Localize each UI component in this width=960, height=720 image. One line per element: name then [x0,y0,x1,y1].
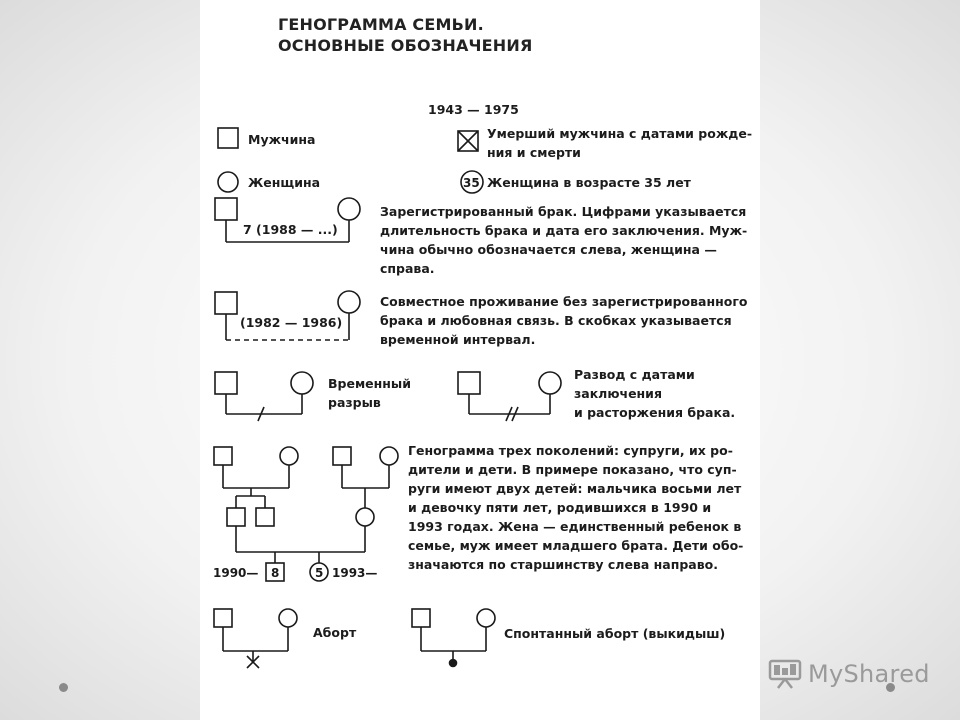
separation-line: Временный [328,376,411,391]
cohabitation-line: временной интервал. [380,332,536,347]
age-35-label: 35 [463,176,480,190]
generations-line: руги имеют двух детей: мальчика восьми лет [408,481,742,496]
son-year-label: 1990— [213,566,259,580]
generations-line: дители и дети. В примере показано, что суп- [408,462,737,477]
deceased-description [487,124,752,162]
marriage-line: длительность брака и дата его заключения. Муж- [380,223,748,238]
separation-description [328,374,411,412]
three-generations-diagram [213,447,398,581]
divorce-description [574,365,735,422]
cohabitation-description [380,292,747,349]
miscarriage-label: Спонтанный аборт (выкидыш) [504,626,726,641]
separation-diagram [215,372,313,421]
generations-description [408,441,743,574]
marriage-description [380,202,747,278]
deceased-line-2: ния и смерти [487,145,581,160]
title-line-1: ГЕНОГРАММА СЕМЬИ. [278,15,484,34]
woman-age-description: Женщина в возрасте 35 лет [487,175,691,190]
title-line-2: ОСНОВНЫЕ ОБОЗНАЧЕНИЯ [278,36,533,55]
miscarriage-diagram [412,609,495,667]
divorce-line: и расторжения брака. [574,405,736,420]
marriage-line: чина обычно обозначается слева, женщина — [380,242,717,257]
projector-screen-icon [768,659,802,689]
abortion-label: Аборт [313,625,357,640]
cohabitation-label: (1982 — 1986) [240,315,343,330]
daughter-year-label: 1993— [332,566,378,580]
generations-line: значаются по старшинству слева направо. [408,557,718,572]
generations-line: 1993 годах. Жена — единственный ребенок в [408,519,742,534]
divorce-line: Развод с датами [574,367,695,382]
slide-bullet-left [59,683,68,692]
son-age-label: 8 [271,566,280,580]
female-symbol [218,172,238,192]
marriage-line: Зарегистрированный брак. Цифрами указывается [380,204,747,219]
marriage-line: справа. [380,261,435,276]
deceased-male-symbol [458,131,478,151]
male-label: Мужчина [248,132,316,147]
divorce-diagram [458,372,561,421]
cohabitation-line: брака и любовная связь. В скобках указывается [380,313,732,328]
generations-line: Генограмма трех поколений: супруги, их ро- [408,443,733,458]
generations-line: семье, муж имеет младшего брата. Дети обо- [408,538,744,553]
myshared-logo [768,656,930,692]
daughter-age-label: 5 [315,566,324,580]
deceased-line-1: Умерший мужчина с датами рожде- [487,126,753,141]
divorce-line: заключения [574,386,662,401]
cohabitation-line: Совместное проживание без зарегистрированного [380,294,748,309]
scanned-page [200,0,760,720]
separation-line: разрыв [328,395,381,410]
female-label: Женщина [248,175,321,190]
abortion-diagram [214,609,297,668]
deceased-dates: 1943 — 1975 [428,102,519,117]
logo-text: MyShared [808,660,930,688]
male-symbol [218,128,238,148]
marriage-label: 7 (1988 — ...) [243,222,338,237]
generations-line: и девочку пяти лет, родившихся в 1990 и [408,500,712,515]
